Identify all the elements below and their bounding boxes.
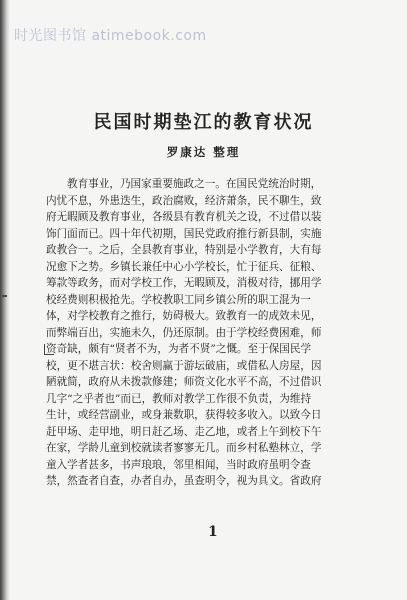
margin-tick — [2, 295, 7, 297]
article-byline: 罗康达 整理 — [166, 145, 241, 159]
body-line: 在家，学龄儿童到校就读者寥寥无几。而乡村私塾林立，学 — [46, 442, 322, 454]
body-line: 校，更不堪言状：校舍则赢于游坛破庙，或借私人房屋，因 — [46, 359, 322, 372]
watermark: 时光图书馆 atimebook.com — [14, 28, 207, 44]
body-line: 饰门面而已。四十年代初期，国民党政府推行新县制，实施 — [46, 227, 322, 240]
body-line: 教育事业，乃国家重要施政之一。在国民党统治时期， — [67, 178, 322, 190]
body-line: 府无暇顾及教育事业，各级县有教育机关之设，不过借以装 — [46, 211, 322, 223]
page-number: 1 — [208, 524, 218, 540]
margin-mark — [44, 344, 54, 355]
body-line: 资奇缺，颇有“贤者不为，为者不贤”之慨。至于保国民学 — [46, 343, 312, 355]
body-line: 禁，然查者自查，办者自办，虽查明令，视为具文。省政府 — [46, 475, 322, 487]
body-line: 几字“之乎者也”而已，教师对教学工作很不负责，为维持 — [46, 392, 312, 405]
body-line: 校经费则积极抢先。学校教职工同乡镇公所的职工混为一 — [46, 293, 311, 306]
article-body — [46, 176, 373, 490]
body-line: 童入学者甚多，书声琅琅，邻里相闻，当时政府虽明令查 — [46, 458, 311, 471]
body-line: 况愈下之势。乡镇长兼任中心小学校长，忙于征兵、征粮、 — [46, 260, 322, 273]
body-line: 生计，或经营副业，或身兼数职，获得较多收入。以致今日 — [46, 409, 322, 421]
body-line: 体，对学校教育之推行，妨碍极大。致教育一的成效未见， — [46, 310, 322, 322]
article-title: 民国时期垫江的教育状况 — [93, 112, 314, 133]
body-line: 筹款等政务，而对学校工作，无暇顾及，消极对待，挪用学 — [46, 277, 322, 289]
body-line: 内忧不息，外患迭生，政治腐败，经济萧条，民不聊生，致 — [46, 194, 322, 207]
scan-binding-shadow — [0, 0, 10, 600]
body-line: 陋就简，政府从未拨款修建；师资文化水平不高，不过借识 — [46, 376, 322, 388]
body-line: 而弊端百出，实施未久，仍还原制。由于学校经费困难，师 — [46, 326, 322, 339]
body-line: 政教合一。之后，全县教育事业，特别是小学教育，大有每 — [46, 244, 322, 256]
body-line: 赶甲场、走甲地，明日赶乙场、走乙地，或者上午到校下午 — [46, 425, 322, 438]
